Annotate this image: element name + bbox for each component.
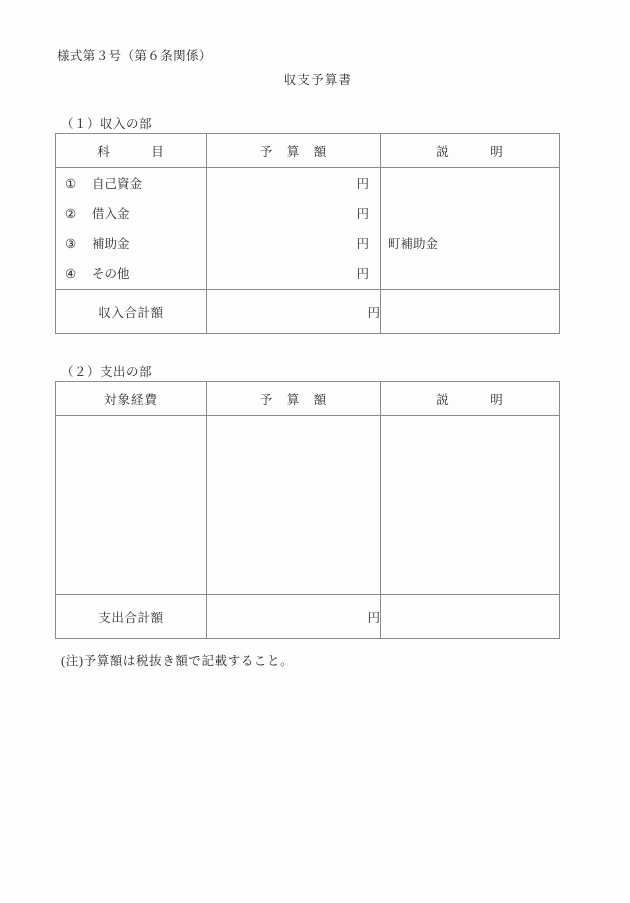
expense-header-item: 対象経費 <box>56 382 207 416</box>
income-items-row <box>56 168 560 290</box>
income-amount-4-unit: 円 <box>356 266 369 281</box>
income-header-description: 説 明 <box>381 134 560 168</box>
income-description-3: 町補助金 <box>388 236 439 251</box>
expense-body-item-cell[interactable] <box>56 416 207 595</box>
income-section-label: （１）収入の部 <box>61 117 153 131</box>
income-item-3-number: ③ <box>65 236 77 251</box>
expense-table-header-row <box>56 382 560 416</box>
expense-section-label: （２）支出の部 <box>61 365 153 379</box>
expense-body-amount-cell[interactable] <box>207 416 381 595</box>
income-item-1-label: 自己資金 <box>92 176 143 191</box>
income-amounts-cell[interactable] <box>207 168 381 290</box>
income-amount-3-unit: 円 <box>356 236 369 251</box>
income-total-row <box>56 290 560 334</box>
income-amount-1-unit: 円 <box>356 176 369 191</box>
income-item-2 <box>56 199 206 229</box>
expense-total-row <box>56 595 560 639</box>
expense-body-description-cell[interactable] <box>381 416 560 595</box>
income-table-header-row <box>56 134 560 168</box>
income-item-1-number: ① <box>65 176 77 191</box>
income-total-description[interactable] <box>381 290 560 334</box>
expense-header-amount: 予 算 額 <box>207 382 381 416</box>
income-items-cell <box>56 168 207 290</box>
income-item-2-number: ② <box>65 206 77 221</box>
income-item-4-number: ④ <box>65 266 77 281</box>
expense-table <box>55 381 560 639</box>
income-descriptions-cell[interactable] <box>381 168 560 290</box>
income-description-4 <box>381 259 559 289</box>
income-item-4 <box>56 259 206 289</box>
expense-total-amount[interactable]: 円 <box>207 595 381 639</box>
income-item-4-label: その他 <box>92 266 130 281</box>
income-total-label: 収入合計額 <box>56 290 207 334</box>
income-table <box>55 133 560 334</box>
expense-header-description: 説 明 <box>381 382 560 416</box>
income-total-amount[interactable]: 円 <box>207 290 381 334</box>
income-item-2-label: 借入金 <box>92 206 130 221</box>
income-header-item: 科 目 <box>56 134 207 168</box>
document-title: 収支予算書 <box>283 73 353 87</box>
form-number: 様式第３号（第６条関係） <box>57 49 212 63</box>
expense-total-label: 支出合計額 <box>56 595 207 639</box>
income-item-3 <box>56 229 206 259</box>
income-description-1 <box>381 169 559 199</box>
income-header-amount: 予 算 額 <box>207 134 381 168</box>
income-item-3-label: 補助金 <box>92 236 130 251</box>
income-amount-2-unit: 円 <box>356 206 369 221</box>
income-description-2 <box>381 199 559 229</box>
form-note: (注)予算額は税抜き額で記載すること。 <box>61 654 294 668</box>
expense-total-description[interactable] <box>381 595 560 639</box>
income-item-1 <box>56 169 206 199</box>
expense-body-row <box>56 416 560 595</box>
